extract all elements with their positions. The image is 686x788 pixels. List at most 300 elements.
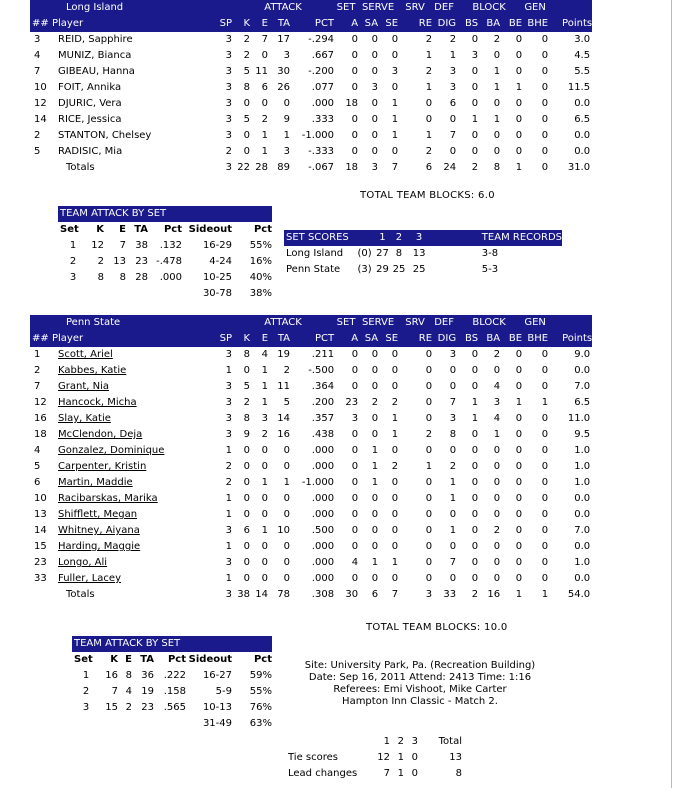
stat-cell: 28 [255, 162, 268, 173]
abs-col-set: Set [74, 654, 93, 665]
player-name: REID, Sapphire [58, 34, 133, 45]
stat-cell: 3.0 [574, 34, 591, 45]
tie-head-cell: 1 [383, 736, 390, 747]
li-col-sa: SA [364, 18, 379, 29]
stat-cell: 1 [471, 413, 479, 424]
stat-cell: 0 [471, 477, 479, 488]
stat-cell: 0 [391, 146, 399, 157]
stat-cell: 0 [515, 541, 523, 552]
abs-col-k: K [110, 654, 118, 665]
stat-cell: 4 [351, 557, 359, 568]
stat-cell: -.200 [308, 66, 335, 77]
stat-cell: 1.0 [574, 557, 591, 568]
abs-cell: .222 [163, 670, 186, 681]
table-row [30, 144, 592, 160]
stat-cell: 54.0 [567, 589, 591, 600]
abs-cell: 1 [69, 240, 77, 251]
ps-col-a: A [351, 333, 359, 344]
stat-cell: 0 [425, 493, 433, 504]
tie-cell: 1 [397, 752, 404, 763]
ps-header-groups [30, 315, 592, 331]
stat-cell: 33 [34, 573, 47, 584]
stat-cell: 0 [391, 82, 399, 93]
table-row [30, 539, 592, 555]
stat-cell: 0.0 [574, 146, 591, 157]
stat-cell: 0 [391, 50, 399, 61]
stat-cell: 2 [243, 50, 250, 61]
stat-cell: 0 [493, 573, 501, 584]
stat-cell: 1 [541, 397, 549, 408]
stat-cell: 6 [243, 525, 251, 536]
stat-cell: 1 [371, 557, 379, 568]
stat-cell: 5 [243, 381, 251, 392]
stat-cell: 1 [391, 114, 399, 125]
abs-cell: 19 [141, 686, 154, 697]
abs-col-ta: TA [134, 224, 148, 235]
stat-cell: 0 [471, 493, 479, 504]
stat-cell: 0 [283, 445, 291, 456]
stat-cell: 5 [243, 114, 250, 125]
abs-col-set: Set [60, 224, 79, 235]
ps-col-se: SE [385, 333, 399, 344]
stat-cell: 0 [449, 146, 457, 157]
stat-cell: 0 [493, 541, 501, 552]
stat-cell: 0 [425, 573, 433, 584]
stat-cell: .438 [311, 429, 335, 440]
abs-cell: 55% [249, 240, 272, 251]
abs-cell: 38% [249, 288, 272, 299]
stat-cell: 0 [471, 525, 479, 536]
table-row [30, 443, 592, 459]
stat-cell: -.500 [308, 365, 335, 376]
player-name[interactable]: Martin, Maddie [58, 477, 133, 488]
stat-cell: 5.5 [574, 66, 591, 77]
stat-cell: 0 [243, 573, 251, 584]
tie-cell: 1 [397, 768, 404, 779]
stat-cell: 5 [34, 146, 41, 157]
stat-cell: 0 [541, 445, 549, 456]
stat-cell: 1 [425, 461, 433, 472]
stat-cell: 0 [351, 445, 359, 456]
li-group-0: Long Island [66, 2, 124, 13]
stat-cell: 0 [493, 50, 501, 61]
stat-cell: 3 [283, 50, 290, 61]
player-name[interactable]: Kabbes, Katie [58, 365, 127, 376]
stat-cell: 8 [243, 413, 251, 424]
stat-cell: 1 [283, 477, 291, 488]
stat-cell: .000 [311, 493, 335, 504]
stat-cell: 0 [471, 445, 479, 456]
stat-cell: 0 [471, 509, 479, 520]
player-name[interactable]: McClendon, Deja [58, 429, 143, 440]
ps-group-5: DEF [434, 317, 454, 328]
stat-cell: 3 [371, 82, 379, 93]
stat-cell [30, 160, 52, 176]
set-scores [284, 230, 562, 278]
stat-cell: 6 [449, 98, 457, 109]
abs-cell: 12 [91, 240, 104, 251]
abs-cell: 2 [125, 702, 132, 713]
stat-cell: 1 [371, 445, 379, 456]
player-name[interactable]: Longo, Ali [58, 557, 108, 568]
stat-cell: 0 [283, 461, 291, 472]
score-cell: 25 [392, 264, 406, 275]
stat-cell: 0 [261, 509, 269, 520]
tie-head-cell [286, 734, 376, 750]
stat-cell: 1 [391, 413, 399, 424]
score-cell: 5-3 [481, 264, 499, 275]
abs-col-pct: Pct [167, 654, 186, 665]
stat-cell: 0 [515, 509, 523, 520]
tie-head-cell: Total [438, 736, 462, 747]
stat-cell: 1 [515, 397, 523, 408]
player-name[interactable]: Grant, Nia [58, 381, 109, 392]
player-name[interactable]: Whitney, Aiyana [58, 525, 140, 536]
stat-cell: 2 [243, 34, 250, 45]
stat-cell: 3 [449, 66, 457, 77]
stat-cell [30, 587, 52, 603]
stat-cell: 7 [449, 557, 457, 568]
stat-cell: 2 [283, 365, 291, 376]
stat-cell: 5 [34, 461, 41, 472]
stat-cell: 0 [283, 98, 290, 109]
stat-cell: 23 [34, 557, 47, 568]
stat-cell: 0 [371, 365, 379, 376]
long-island-box-score [30, 0, 592, 176]
stat-cell: 1 [425, 82, 433, 93]
table-row [30, 571, 592, 587]
score-cell: 8 [395, 248, 403, 259]
ps-total-team-blocks: TOTAL TEAM BLOCKS: 10.0 [366, 622, 508, 633]
ps-col-player: Player [52, 333, 84, 344]
stat-cell: 1 [493, 66, 501, 77]
stat-cell: 0 [243, 98, 250, 109]
stat-cell: 2 [371, 397, 379, 408]
stat-cell: 9.5 [574, 429, 591, 440]
stat-cell: 3 [225, 82, 232, 93]
stat-cell: .200 [311, 397, 335, 408]
stat-cell: 0 [351, 146, 359, 157]
stat-cell: 30 [277, 66, 290, 77]
stat-cell: 0 [351, 34, 359, 45]
ps-col-be: BE [508, 333, 523, 344]
player-name: GIBEAU, Hanna [58, 66, 135, 77]
player-name[interactable]: Gonzalez, Dominique [58, 445, 165, 456]
stat-cell: 0 [351, 365, 359, 376]
stat-cell: 2 [225, 461, 233, 472]
abs-col-pct: Pct [163, 224, 182, 235]
stat-cell: 0 [351, 493, 359, 504]
stat-cell: 2 [243, 397, 251, 408]
stat-cell: 18 [34, 429, 47, 440]
tie-label: Lead changes [288, 768, 358, 779]
stat-cell: 0 [425, 365, 433, 376]
table-row [72, 684, 272, 700]
stat-cell: 7 [449, 397, 457, 408]
stat-cell: 0 [391, 445, 399, 456]
stat-cell: 0 [371, 413, 379, 424]
stat-cell: 0 [243, 493, 251, 504]
stat-cell: 0 [541, 50, 549, 61]
stat-cell: 11.0 [567, 413, 591, 424]
stat-cell: 0 [471, 541, 479, 552]
stat-cell: .000 [311, 461, 335, 472]
stat-cell: 7 [391, 589, 399, 600]
abs-col-pct: Pct [253, 654, 272, 665]
totals-label: Totals [66, 589, 95, 600]
stat-cell: 7.0 [574, 525, 591, 536]
stat-cell: 2 [391, 461, 399, 472]
stat-cell: 2 [261, 114, 268, 125]
stat-cell: 0 [243, 509, 251, 520]
li-col-re: RE [418, 18, 433, 29]
stat-cell: 1 [391, 130, 399, 141]
abs-cell: 16% [249, 256, 272, 267]
stat-cell: .357 [311, 413, 335, 424]
stat-cell: 0 [541, 34, 549, 45]
table-row [286, 766, 462, 782]
tie-head-cell: 2 [397, 736, 404, 747]
stat-cell: 2 [425, 66, 433, 77]
abs-cell [118, 716, 132, 732]
stat-cell: 1 [471, 397, 479, 408]
abs-cell [88, 286, 104, 302]
stat-cell: 2 [493, 349, 501, 360]
li-abs-header [58, 222, 272, 238]
li-col-se: SE [385, 18, 399, 29]
stat-cell: 1 [225, 365, 233, 376]
stat-cell: 1 [493, 82, 501, 93]
stat-cell: 0 [515, 130, 523, 141]
stat-cell: 0 [449, 381, 457, 392]
stat-cell: 6 [371, 589, 379, 600]
player-name[interactable]: Fuller, Lacey [58, 573, 121, 584]
abs-cell: 16-27 [202, 670, 232, 681]
stat-cell: 1 [261, 381, 269, 392]
player-name: DJURIC, Vera [58, 98, 122, 109]
team-name: Long Island [286, 248, 344, 259]
stat-cell: 1 [425, 130, 433, 141]
ps-group-1: ATTACK [264, 317, 302, 328]
stat-cell: 2 [425, 429, 433, 440]
stat-cell: 8 [449, 429, 457, 440]
player-name[interactable]: Harding, Maggie [58, 541, 141, 552]
stat-cell: 0 [493, 557, 501, 568]
stat-cell: 0 [261, 573, 269, 584]
abs-cell [132, 716, 154, 732]
stat-cell: .500 [311, 525, 335, 536]
stat-cell: 0.0 [574, 541, 591, 552]
stat-cell: 0 [425, 509, 433, 520]
stat-cell: 0 [449, 541, 457, 552]
stat-cell: 0 [541, 381, 549, 392]
stat-cell: 0 [261, 461, 269, 472]
abs-cell: 10-25 [202, 272, 232, 283]
abs-cell: 38 [135, 240, 148, 251]
li-col-bs: BS [465, 18, 479, 29]
abs-col-sideout: Sideout [188, 654, 232, 665]
stat-cell: 18 [345, 98, 359, 109]
date-info: Date: Sep 16, 2011 Attend: 2413 Time: 1:16 [308, 672, 532, 683]
stat-cell: 3 [391, 66, 399, 77]
stat-cell: 3 [471, 50, 479, 61]
stat-cell: 11 [277, 381, 291, 392]
stat-cell: 0 [371, 429, 379, 440]
stat-cell: 0 [371, 130, 379, 141]
abs-cell: .158 [163, 686, 186, 697]
stat-cell: .077 [311, 82, 335, 93]
li-group-5: DEF [434, 2, 454, 13]
stat-cell: 0 [471, 381, 479, 392]
stat-cell: 0 [351, 461, 359, 472]
stat-cell: 0 [351, 349, 359, 360]
stat-cell: 1 [425, 50, 433, 61]
stat-cell: 0 [541, 66, 549, 77]
player-name[interactable]: Slay, Katie [58, 413, 111, 424]
tie-lead-table [286, 734, 462, 782]
stat-cell: 0 [515, 493, 523, 504]
abs-cell: .132 [159, 240, 182, 251]
tie-header [286, 734, 462, 750]
tie-cell: 8 [455, 768, 462, 779]
abs-cell [104, 286, 126, 302]
abs-cell: 2 [82, 686, 90, 697]
table-row [286, 750, 462, 766]
abs-cell: 10-13 [202, 702, 232, 713]
stat-cell: 1 [261, 397, 269, 408]
table-row [30, 395, 592, 411]
stat-cell: 3 [225, 413, 233, 424]
table-row [30, 112, 592, 128]
stat-cell: 7 [34, 66, 41, 77]
stat-cell: 0 [371, 509, 379, 520]
stat-cell: 0.0 [574, 365, 591, 376]
stat-cell: 1.0 [574, 461, 591, 472]
player-name[interactable]: Scott, Ariel [58, 349, 113, 360]
stat-cell: 2 [34, 365, 41, 376]
li-col-points: Points [562, 18, 593, 29]
li-col-ta: TA [277, 18, 290, 29]
stat-cell: 1 [225, 541, 233, 552]
stat-cell: 6 [34, 477, 41, 488]
table-row [58, 270, 272, 286]
li-totals-row [30, 160, 592, 176]
stat-cell: 0 [371, 349, 379, 360]
stat-cell: 0 [541, 413, 549, 424]
stat-cell: 3 [225, 98, 232, 109]
stat-cell: 0 [425, 541, 433, 552]
stat-cell: 0 [425, 445, 433, 456]
stat-cell: 1 [225, 509, 233, 520]
abs-cell: 7 [119, 240, 126, 251]
stat-cell: 0 [371, 381, 379, 392]
ps-group-6: BLOCK [472, 317, 506, 328]
stat-cell: 6 [261, 82, 268, 93]
stat-cell: 0 [351, 130, 359, 141]
stat-cell: 10 [34, 82, 47, 93]
stat-cell: 3 [283, 146, 290, 157]
stat-cell: 1 [371, 461, 379, 472]
stat-cell: 1 [225, 493, 233, 504]
stat-cell: 3 [225, 381, 233, 392]
score-cell: 27 [376, 248, 389, 259]
player-name[interactable]: Hancock, Micha [58, 397, 137, 408]
ps-abs-title: TEAM ATTACK BY SET [74, 638, 181, 649]
abs-cell: 4-24 [209, 256, 232, 267]
game-info [280, 660, 560, 708]
stat-cell: 0 [515, 114, 523, 125]
spacer [431, 246, 482, 262]
stat-cell: 26 [277, 82, 290, 93]
stat-cell: 0 [471, 130, 479, 141]
li-col-dig: DIG [437, 18, 457, 29]
ps-group-4: SRV [405, 317, 425, 328]
stat-cell: 22 [237, 162, 250, 173]
stat-cell: 0 [541, 82, 549, 93]
stat-cell: 6 [425, 162, 433, 173]
player-name[interactable]: Racibarskas, Marika [58, 493, 158, 504]
stat-cell: 0 [425, 98, 433, 109]
stat-cell: 10 [277, 525, 291, 536]
stat-cell: 1 [261, 365, 269, 376]
table-row [72, 700, 272, 716]
table-row [58, 254, 272, 270]
ps-abs-header [72, 652, 272, 668]
li-header-groups [30, 0, 592, 16]
player-name: RICE, Jessica [58, 114, 122, 125]
stat-cell: 1.0 [574, 477, 591, 488]
li-col-be: BE [508, 18, 523, 29]
stat-cell: 0 [425, 381, 433, 392]
stat-cell: 30 [345, 589, 359, 600]
stat-cell: 0 [515, 66, 523, 77]
table-row [30, 48, 592, 64]
stat-cell: 0 [493, 493, 501, 504]
abs-col-e: E [125, 654, 132, 665]
abs-cell: 4 [125, 686, 132, 697]
stat-cell: 0 [351, 50, 359, 61]
stat-cell: -.294 [308, 34, 335, 45]
abs-cell: 8 [125, 670, 132, 681]
player-name[interactable]: Carpenter, Kristin [58, 461, 147, 472]
stat-cell: 0 [391, 381, 399, 392]
stat-cell: 2 [225, 146, 232, 157]
stat-cell: 1 [391, 429, 399, 440]
stat-cell: 1 [261, 477, 269, 488]
ps-totals-row [30, 587, 592, 603]
player-name[interactable]: Shifflett, Megan [58, 509, 138, 520]
stat-cell: 0 [371, 146, 379, 157]
stat-cell: 0 [351, 66, 359, 77]
stat-cell: 0 [371, 50, 379, 61]
stat-cell: 0 [261, 98, 268, 109]
stat-cell: 0 [371, 541, 379, 552]
stat-cell: 7 [391, 162, 399, 173]
stat-cell: 0 [283, 509, 291, 520]
ps-group-8 [548, 315, 592, 331]
player-name: STANTON, Chelsey [58, 130, 152, 141]
stat-cell: 0 [425, 525, 433, 536]
li-group-7: GEN [524, 2, 546, 13]
stat-cell: 0 [515, 349, 523, 360]
li-group-3: SERVE [361, 2, 395, 13]
stat-cell: 4 [34, 50, 41, 61]
stat-cell: .308 [311, 589, 335, 600]
ps-col-sa: SA [364, 333, 379, 344]
stat-cell: 1 [391, 557, 399, 568]
stat-cell: 3 [225, 589, 233, 600]
stat-cell: 0 [243, 130, 250, 141]
